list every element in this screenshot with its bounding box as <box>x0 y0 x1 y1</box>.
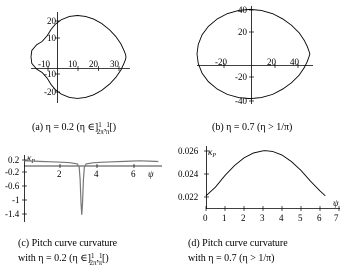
panel-b-y-tick-label: -20 <box>235 72 247 82</box>
panel-c-y-tick-label: -0.6 <box>5 181 20 191</box>
panel-c-x-tick-label: 2 <box>57 169 62 179</box>
panel-a-y-tick-label: -10 <box>44 69 56 79</box>
panel-d-curve <box>206 151 325 196</box>
panel-a-x-tick-label: 20 <box>89 59 98 69</box>
panel-a-caption: (a) η = 0.2 (η ∈]$^1$ 2π,$^1$ π[) <box>32 121 117 136</box>
panel-d-x-tick-label: 4 <box>279 213 284 223</box>
panel-d-caption-line2: with η = 0.7 (η > 1/π) <box>188 253 275 264</box>
panel-c-x-tick-label: 4 <box>94 169 99 179</box>
panel-a-x-tick-label: -10 <box>38 59 50 69</box>
panel-b-x-tick-label: -20 <box>215 57 227 67</box>
panel-a <box>31 12 130 136</box>
panel-c <box>5 153 162 267</box>
panel-c-y-tick-label: 0.2 <box>8 155 20 165</box>
panel-b-y-tick-label: -40 <box>235 96 247 106</box>
panel-b-x-tick-label: 20 <box>267 57 276 67</box>
panel-b-y-tick-label: 40 <box>238 5 247 15</box>
panel-d-y-tick-label: 0.022 <box>178 192 199 202</box>
panel-b <box>197 5 313 133</box>
panel-d <box>178 146 340 264</box>
panel-d-caption-line1: (d) Pitch curve curvature <box>188 238 288 249</box>
panel-c-y-tick-label: -1.4 <box>5 209 20 219</box>
panel-c-caption-line2: with η = 0.2 (η ∈]$^1$ 2π,$^1$ π[) <box>18 252 109 267</box>
panel-c-y-tick-label: -0.2 <box>5 167 20 177</box>
panel-d-x-tick-label: 3 <box>260 213 265 223</box>
panel-d-x-tick-label: 0 <box>203 213 208 223</box>
panel-d-y-axis-label: $\kappa_P$ <box>208 147 216 159</box>
panel-a-y-tick-label: 20 <box>47 16 56 26</box>
panel-b-caption: (b) η = 0.7 (η > 1/π) <box>212 122 293 133</box>
panel-d-x-tick-label: 6 <box>317 213 322 223</box>
panel-b-y-tick-label: 20 <box>238 27 247 37</box>
panel-d-y-tick-label: 0.024 <box>178 169 199 179</box>
panel-a-x-tick-label: 10 <box>68 59 77 69</box>
panel-d-x-tick-label: 1 <box>222 213 227 223</box>
panel-c-caption-line1: (c) Pitch curve curvature <box>18 238 118 249</box>
panel-a-y-tick-label: -20 <box>44 87 56 97</box>
panel-d-x-axis-label: ψ <box>333 198 339 208</box>
panel-c-curve <box>24 161 158 215</box>
panel-c-y-tick-label: -1 <box>12 195 20 205</box>
panel-a-x-tick-label: 30 <box>110 59 119 69</box>
panel-b-x-tick-label: 40 <box>290 57 299 67</box>
panel-d-x-tick-label: 7 <box>334 213 339 223</box>
panel-a-y-tick-label: 10 <box>47 33 56 43</box>
panel-c-x-axis-label: ψ <box>148 169 154 179</box>
panel-c-x-tick-label: 6 <box>131 169 136 179</box>
panel-c-y-axis-label: $\kappa_P$ <box>27 153 35 165</box>
panel-a-curve <box>31 16 126 99</box>
panel-d-x-tick-label: 2 <box>241 213 246 223</box>
panel-d-y-tick-label: 0.026 <box>178 146 199 156</box>
panel-d-x-tick-label: 5 <box>298 213 303 223</box>
panel-b-curve <box>197 9 310 98</box>
